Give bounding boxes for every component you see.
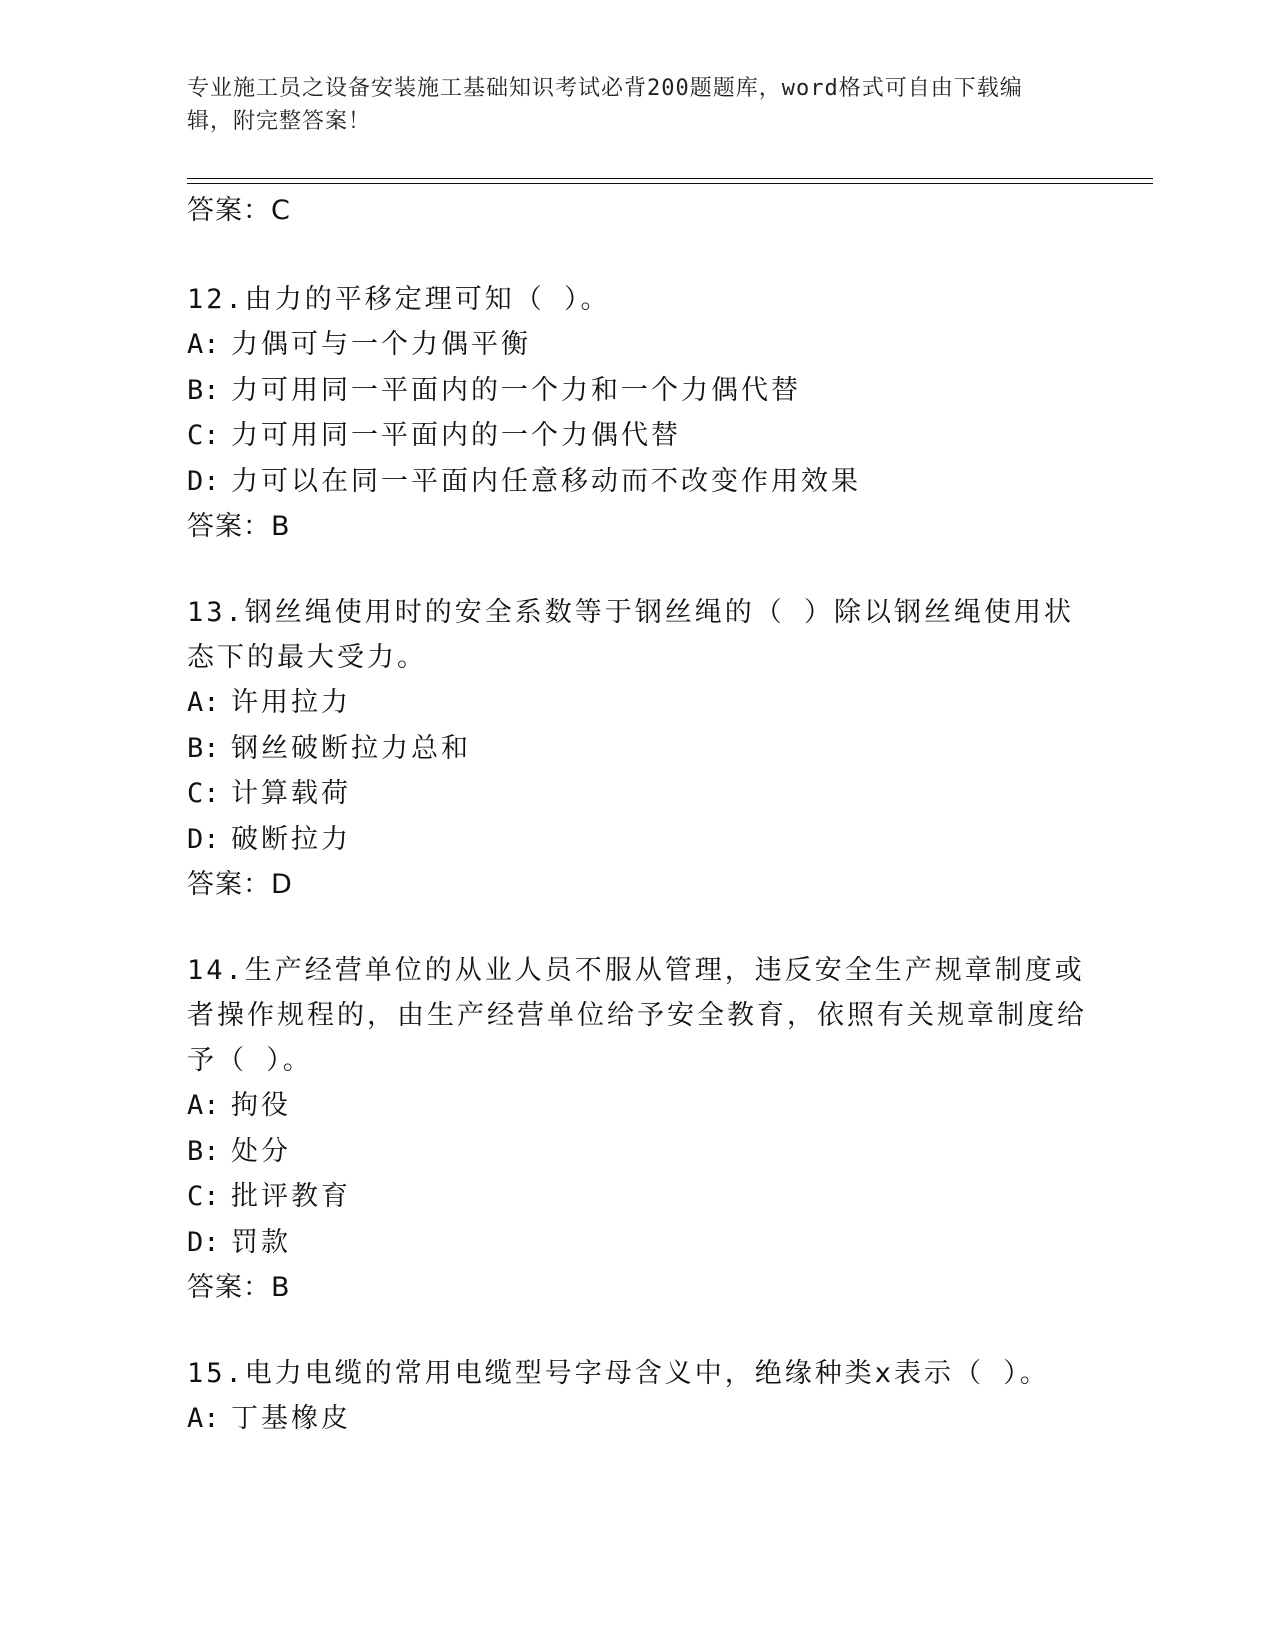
option-letter: D: <box>187 1226 220 1258</box>
option-letter: D: <box>187 823 220 855</box>
header-rule-top <box>187 178 1153 179</box>
answer-value: B <box>271 511 291 542</box>
question-answer <box>187 504 1087 550</box>
question-15 <box>187 1351 1087 1442</box>
option-c <box>187 771 1087 817</box>
option-text: 拘役 <box>231 1090 291 1121</box>
spacer <box>187 1311 1087 1351</box>
option-d <box>187 817 1087 863</box>
option-letter: C: <box>187 420 220 451</box>
answer-prefix: 答案： <box>187 195 271 226</box>
question-text: 13.钢丝绳使用时的安全系数等于钢丝绳的（ ）除以钢丝绳使用状态下的最大受力。 <box>187 597 1075 673</box>
answer-prefix: 答案： <box>187 1272 271 1303</box>
option-text: 力可以在同一平面内任意移动而不改变作用效果 <box>231 465 861 497</box>
answer-prefix: 答案： <box>187 869 271 900</box>
option-text: 计算载荷 <box>231 778 351 809</box>
previous-answer <box>187 185 1087 237</box>
option-text: 力可用同一平面内的一个力偶代替 <box>231 420 681 451</box>
question-text: 15.电力电缆的常用电缆型号字母含义中，绝缘种类x表示（ ）。 <box>187 1358 1050 1389</box>
question-12 <box>187 277 1087 550</box>
option-a <box>187 680 1087 726</box>
question-13 <box>187 590 1087 908</box>
answer-value: D <box>271 869 293 900</box>
option-c <box>187 413 1087 459</box>
answer-prefix: 答案： <box>187 511 271 542</box>
option-letter: A: <box>187 687 220 718</box>
option-d <box>187 459 1087 505</box>
option-a <box>187 1083 1087 1129</box>
option-text: 力偶可与一个力偶平衡 <box>231 329 531 360</box>
option-b <box>187 1129 1087 1175</box>
option-letter: A: <box>187 1090 220 1121</box>
question-list <box>187 185 1087 1442</box>
question-text: 14.生产经营单位的从业人员不服从管理，违反安全生产规章制度或者操作规程的，由生产经营单位给予安全教育，依照有关规章制度给予（ ）。 <box>187 955 1087 1076</box>
option-a <box>187 322 1087 368</box>
option-text: 罚款 <box>231 1226 291 1258</box>
option-text: 处分 <box>231 1135 291 1167</box>
option-d <box>187 1220 1087 1266</box>
option-letter: B: <box>187 732 220 764</box>
option-a <box>187 1396 1087 1442</box>
option-text: 力可用同一平面内的一个力和一个力偶代替 <box>231 374 801 406</box>
answer-value: C <box>271 195 291 226</box>
option-letter: D: <box>187 465 220 497</box>
option-text: 丁基橡皮 <box>231 1403 351 1434</box>
option-letter: A: <box>187 329 220 360</box>
question-14 <box>187 948 1087 1311</box>
option-b <box>187 726 1087 772</box>
question-answer <box>187 1265 1087 1311</box>
option-letter: B: <box>187 374 220 406</box>
option-letter: C: <box>187 1181 220 1212</box>
option-c <box>187 1174 1087 1220</box>
spacer <box>187 550 1087 590</box>
option-letter: A: <box>187 1403 220 1434</box>
question-text: 12.由力的平移定理可知（ ）。 <box>187 284 611 315</box>
spacer <box>187 908 1087 948</box>
option-letter: B: <box>187 1135 220 1167</box>
option-text: 批评教育 <box>231 1181 351 1212</box>
question-answer <box>187 862 1087 908</box>
option-text: 钢丝破断拉力总和 <box>231 732 471 764</box>
header-rule-bottom <box>187 183 1153 184</box>
option-text: 许用拉力 <box>231 687 351 718</box>
option-letter: C: <box>187 778 220 809</box>
option-text: 破断拉力 <box>231 823 351 855</box>
option-b <box>187 368 1087 414</box>
spacer <box>187 237 1087 277</box>
answer-value: B <box>271 1272 291 1303</box>
document-header: 专业施工员之设备安装施工基础知识考试必背200题题库，word格式可自由下载编辑，附完整答案！ <box>187 76 1023 134</box>
